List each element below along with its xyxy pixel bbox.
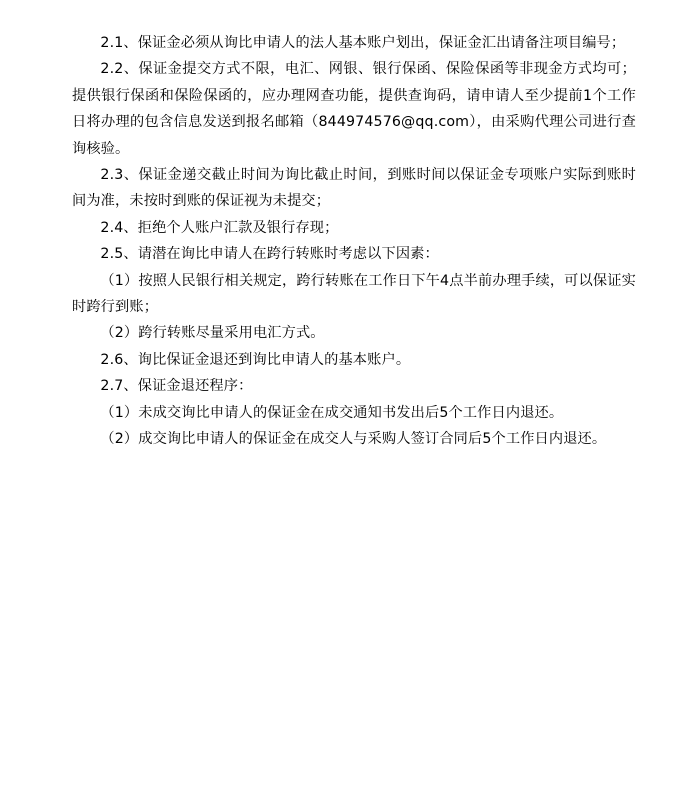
paragraph-2-2: 2.2、保证金提交方式不限，电汇、网银、银行保函、保险保函等非现金方式均可；提供银行保函和保险保函的，应办理网查功能，提供查询码，请申请人至少提前1个工作日将办理的包含信息发送到报名邮箱（844974576@qq.com），由采购代理公司进行查询核验。 bbox=[72, 61, 636, 157]
paragraph-2-6: 2.6、询比保证金退还到询比申请人的基本账户。 bbox=[100, 351, 411, 368]
paragraph-2-7-item-1: （1）未成交询比申请人的保证金在成交通知书发出后5个工作日内退还。 bbox=[100, 404, 564, 421]
paragraph-2-7: 2.7、保证金退还程序： bbox=[100, 378, 253, 395]
paragraph-2-5-item-2: （2）跨行转账尽量采用电汇方式。 bbox=[100, 325, 325, 342]
paragraph-2-5: 2.5、请潜在询比申请人在跨行转账时考虑以下因素： bbox=[100, 246, 439, 263]
paragraph-2-3: 2.3、保证金递交截止时间为询比截止时间，到账时间以保证金专项账户实际到账时间为准，未按时到账的保证视为未提交； bbox=[72, 167, 636, 210]
paragraph-2-1: 2.1、保证金必须从询比申请人的法人基本账户划出，保证金汇出请备注项目编号； bbox=[100, 35, 626, 51]
paragraph-2-4: 2.4、拒绝个人账户汇款及银行存现； bbox=[100, 219, 339, 236]
document-body bbox=[72, 30, 636, 453]
paragraph-2-5-item-1: （1）按照人民银行相关规定，跨行转账在工作日下午4点半前办理手续，可以保证实时跨行到账； bbox=[72, 272, 636, 316]
paragraph-2-7-item-2: （2）成交询比申请人的保证金在成交人与采购人签订合同后5个工作日内退还。 bbox=[100, 431, 607, 448]
